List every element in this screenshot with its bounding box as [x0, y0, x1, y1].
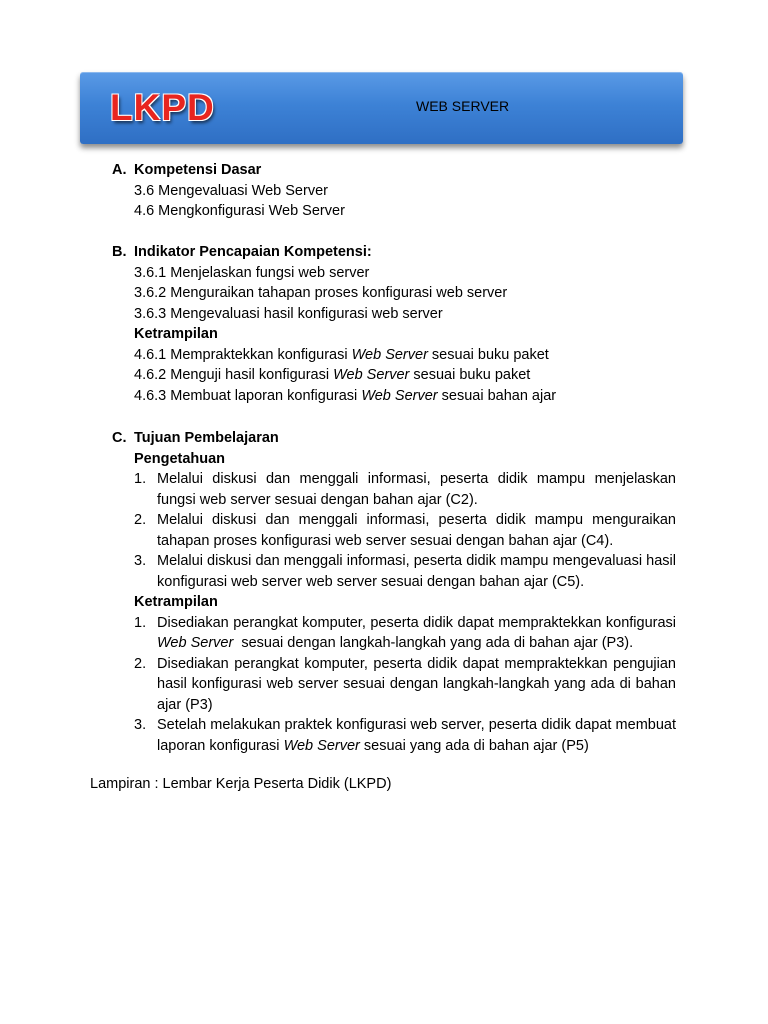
list-item: 2. Disediakan perangkat komputer, peserta didik dapat mempraktekkan pengujian hasil konfigurasi web server sesuai dengan langkah-langkah yang ada di bahan ajar (P3) — [134, 655, 676, 713]
section-heading: Tujuan Pembelajaran — [134, 430, 279, 446]
document-body — [0, 160, 768, 795]
section-heading: Kompetensi Dasar — [134, 162, 262, 178]
list-item: 4.6.2 Menguji hasil konfigurasi Web Server sesuai buku paket — [134, 367, 531, 383]
list-item: 4.6.1 Mempraktekkan konfigurasi Web Server sesuai buku paket — [134, 346, 549, 363]
header-banner — [80, 72, 683, 144]
list-item: 3.6.2 Menguraikan tahapan proses konfigurasi web server — [134, 285, 508, 301]
attachment-note: Lampiran : Lembar Kerja Peserta Didik (LKPD) — [90, 776, 392, 792]
list-item: 4.6 Mengkonfigurasi Web Server — [134, 203, 345, 219]
page-title: WEB SERVER — [416, 98, 510, 114]
list-item: 2. Melalui diskusi dan menggali informasi, peserta didik mampu menguraikan tahapan proses konfigurasi web server sesuai dengan bahan ajar (C4). — [134, 512, 676, 549]
list-item: 3. Setelah melakukan praktek konfigurasi web server, peserta didik dapat membuat laporan konfigurasi Web Server sesuai yang ada di bahan ajar (P5) — [134, 717, 676, 754]
lkpd-logo: LKPD — [110, 87, 215, 128]
subheading-ketrampilan: Ketrampilan — [134, 326, 218, 342]
section-indikator — [112, 242, 768, 406]
list-item: 3.6.3 Mengevaluasi hasil konfigurasi web server — [134, 305, 443, 322]
list-item: 1. Melalui diskusi dan menggali informasi, peserta didik mampu menjelaskan fungsi web server sesuai dengan bahan ajar (C2). — [134, 471, 676, 508]
list-item: 3.6.1 Menjelaskan fungsi web server — [134, 264, 370, 281]
list-item: 3.6 Mengevaluasi Web Server — [134, 182, 328, 199]
subheading-ketrampilan: Ketrampilan — [134, 594, 218, 610]
section-kompetensi-dasar — [112, 160, 768, 222]
section-heading: Indikator Pencapaian Kompetensi: — [134, 244, 372, 260]
section-tujuan — [112, 428, 768, 756]
skill-list — [134, 613, 676, 757]
knowledge-list — [134, 469, 676, 592]
section-letter: B. — [112, 244, 127, 260]
subheading-pengetahuan: Pengetahuan — [134, 450, 226, 467]
section-letter: C. — [112, 430, 127, 446]
section-letter: A. — [112, 162, 127, 178]
list-item: 1. Disediakan perangkat komputer, peserta didik dapat mempraktekkan konfigurasi Web Server sesuai dengan langkah-langkah yang ada di bahan ajar (P3). — [134, 614, 676, 651]
list-item: 4.6.3 Membuat laporan konfigurasi Web Server sesuai bahan ajar — [134, 387, 557, 404]
list-item: 3. Melalui diskusi dan menggali informasi, peserta didik mampu mengevaluasi hasil konfigurasi web server web server sesuai dengan bahan ajar (C5). — [134, 553, 676, 590]
